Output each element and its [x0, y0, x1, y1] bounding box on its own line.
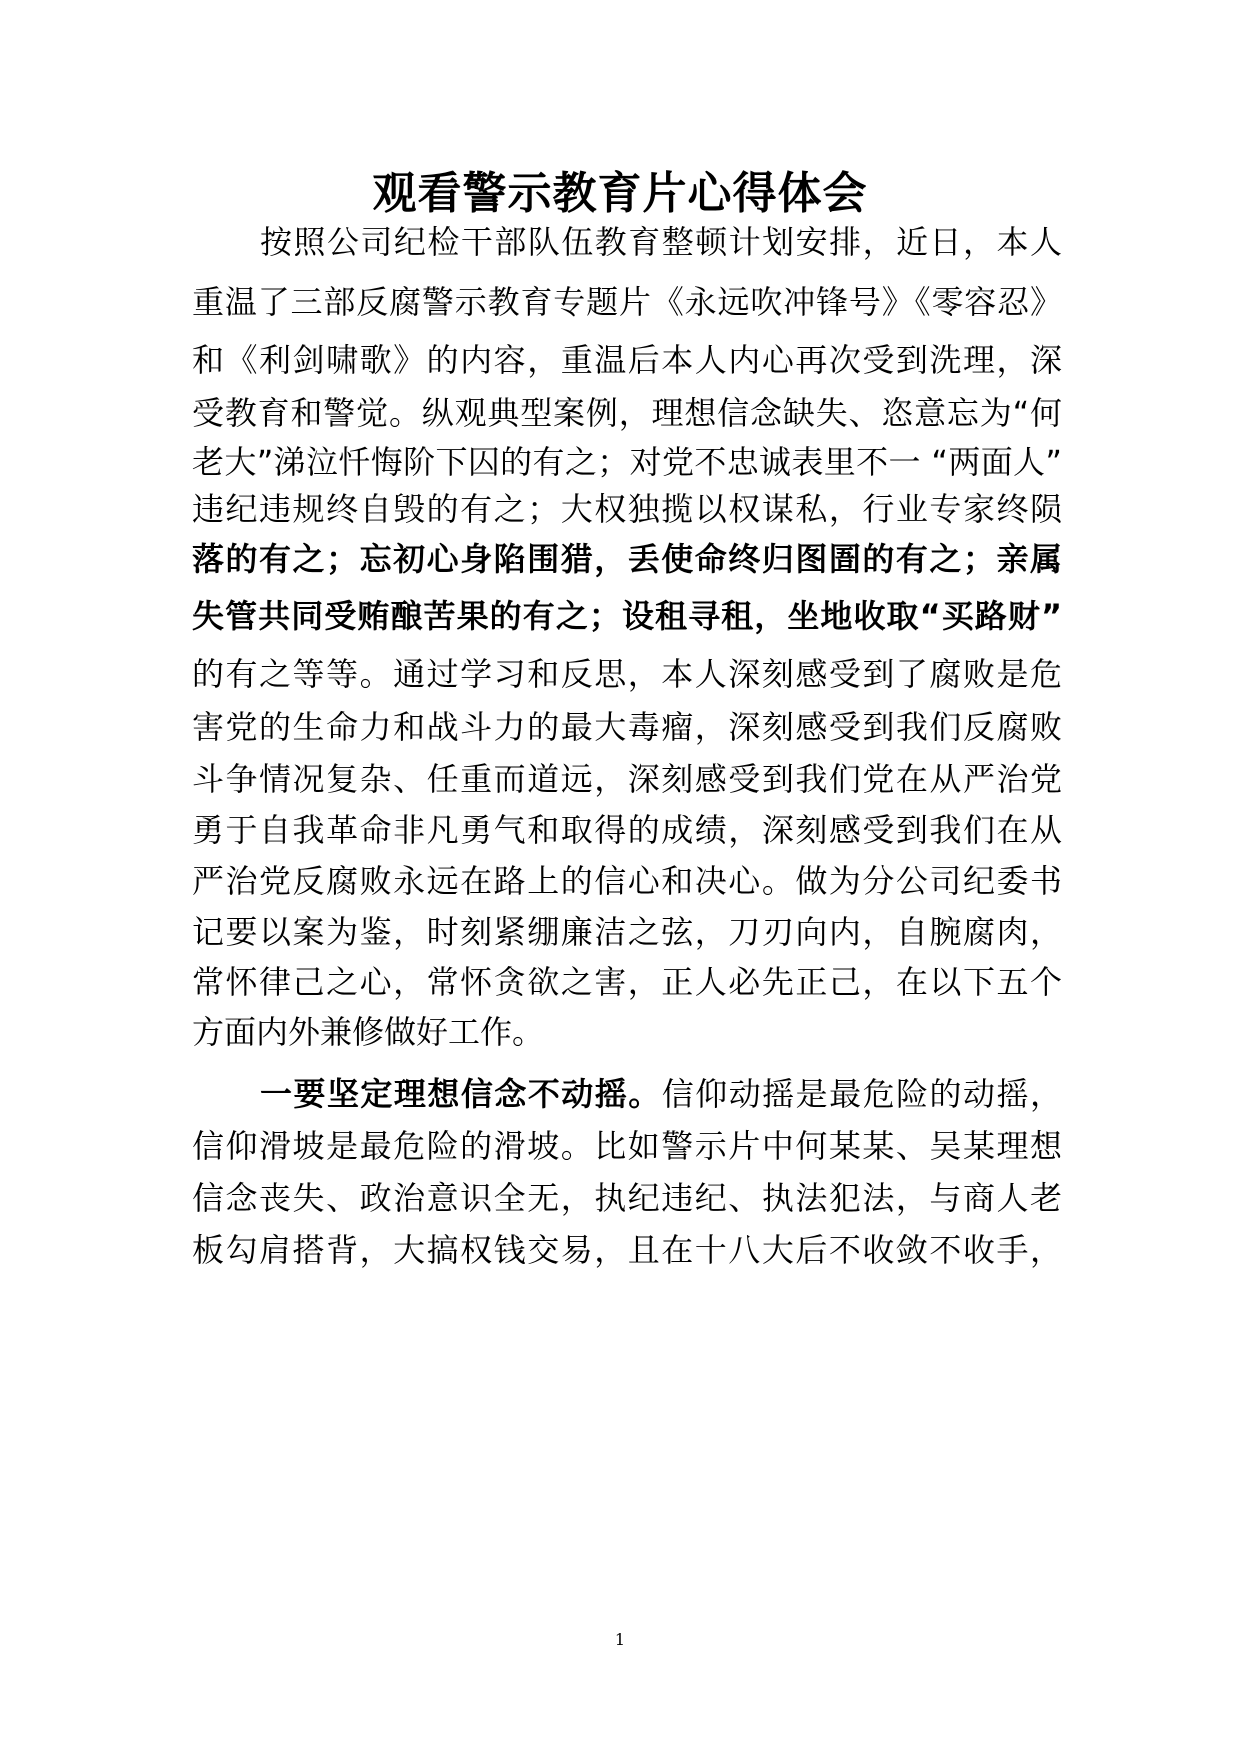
paragraph-line: 重温了三部反腐警示教育专题片《永远吹冲锋号》《零容忍》 [192, 283, 1062, 321]
paragraph-text: 信仰动摇是最危险的动摇， [661, 1075, 1062, 1113]
paragraph-line: 斗争情况复杂、任重而道远，深刻感受到我们党在从严治党 [192, 760, 1062, 798]
paragraph2-first-line [260, 1072, 1062, 1116]
paragraph-line: 记要以案为鉴，时刻紧绷廉洁之弦，刀刃向内，自腕腐肉， [192, 913, 1062, 951]
paragraph-line: 和《利剑啸歌》的内容，重温后本人内心再次受到洗理，深 [192, 341, 1062, 379]
paragraph-line: 的有之等等。通过学习和反思，本人深刻感受到了腐败是危 [192, 655, 1062, 693]
paragraph-line: 方面内外兼修做好工作。 [192, 1013, 545, 1051]
paragraph-line-bold: 失管共同受贿酿苦果的有之；设租寻租，坐地收取“买路财” [192, 597, 1062, 635]
paragraph-line: 老大”涕泣忏悔阶下囚的有之；对党不忠诚表里不一 “两面人” [192, 443, 1062, 481]
paragraph-line: 勇于自我革命非凡勇气和取得的成绩，深刻感受到我们在从 [192, 811, 1062, 849]
paragraph-line: 信念丧失、政治意识全无，执纪违纪、执法犯法，与商人老 [192, 1179, 1062, 1217]
section-heading: 一要坚定理想信念不动摇。 [260, 1075, 662, 1113]
document-title: 观看警示教育片心得体会 [372, 168, 868, 219]
paragraph-line: 信仰滑坡是最危险的滑坡。比如警示片中何某某、吴某理想 [192, 1127, 1062, 1165]
paragraph-line: 受教育和警觉。纵观典型案例，理想信念缺失、恣意忘为“何 [192, 394, 1062, 432]
paragraph-line: 违纪违规终自毁的有之；大权独揽以权谋私，行业专家终陨 [192, 490, 1062, 528]
paragraph-line: 害党的生命力和战斗力的最大毒瘤，深刻感受到我们反腐败 [192, 708, 1062, 746]
paragraph-line: 常怀律己之心，常怀贪欲之害，正人必先正己，在以下五个 [192, 963, 1062, 1001]
paragraph-line: 按照公司纪检干部队伍教育整顿计划安排，近日，本人 [260, 223, 1062, 261]
paragraph-line: 严治党反腐败永远在路上的信心和决心。做为分公司纪委书 [192, 862, 1062, 900]
paragraph-line: 板勾肩搭背，大搞权钱交易，且在十八大后不收敛不收手， [192, 1231, 1062, 1269]
page-number: 1 [614, 1630, 626, 1649]
paragraph-line-bold: 落的有之；忘初心身陷围猎，丢使命终归图圄的有之；亲属 [192, 540, 1062, 578]
